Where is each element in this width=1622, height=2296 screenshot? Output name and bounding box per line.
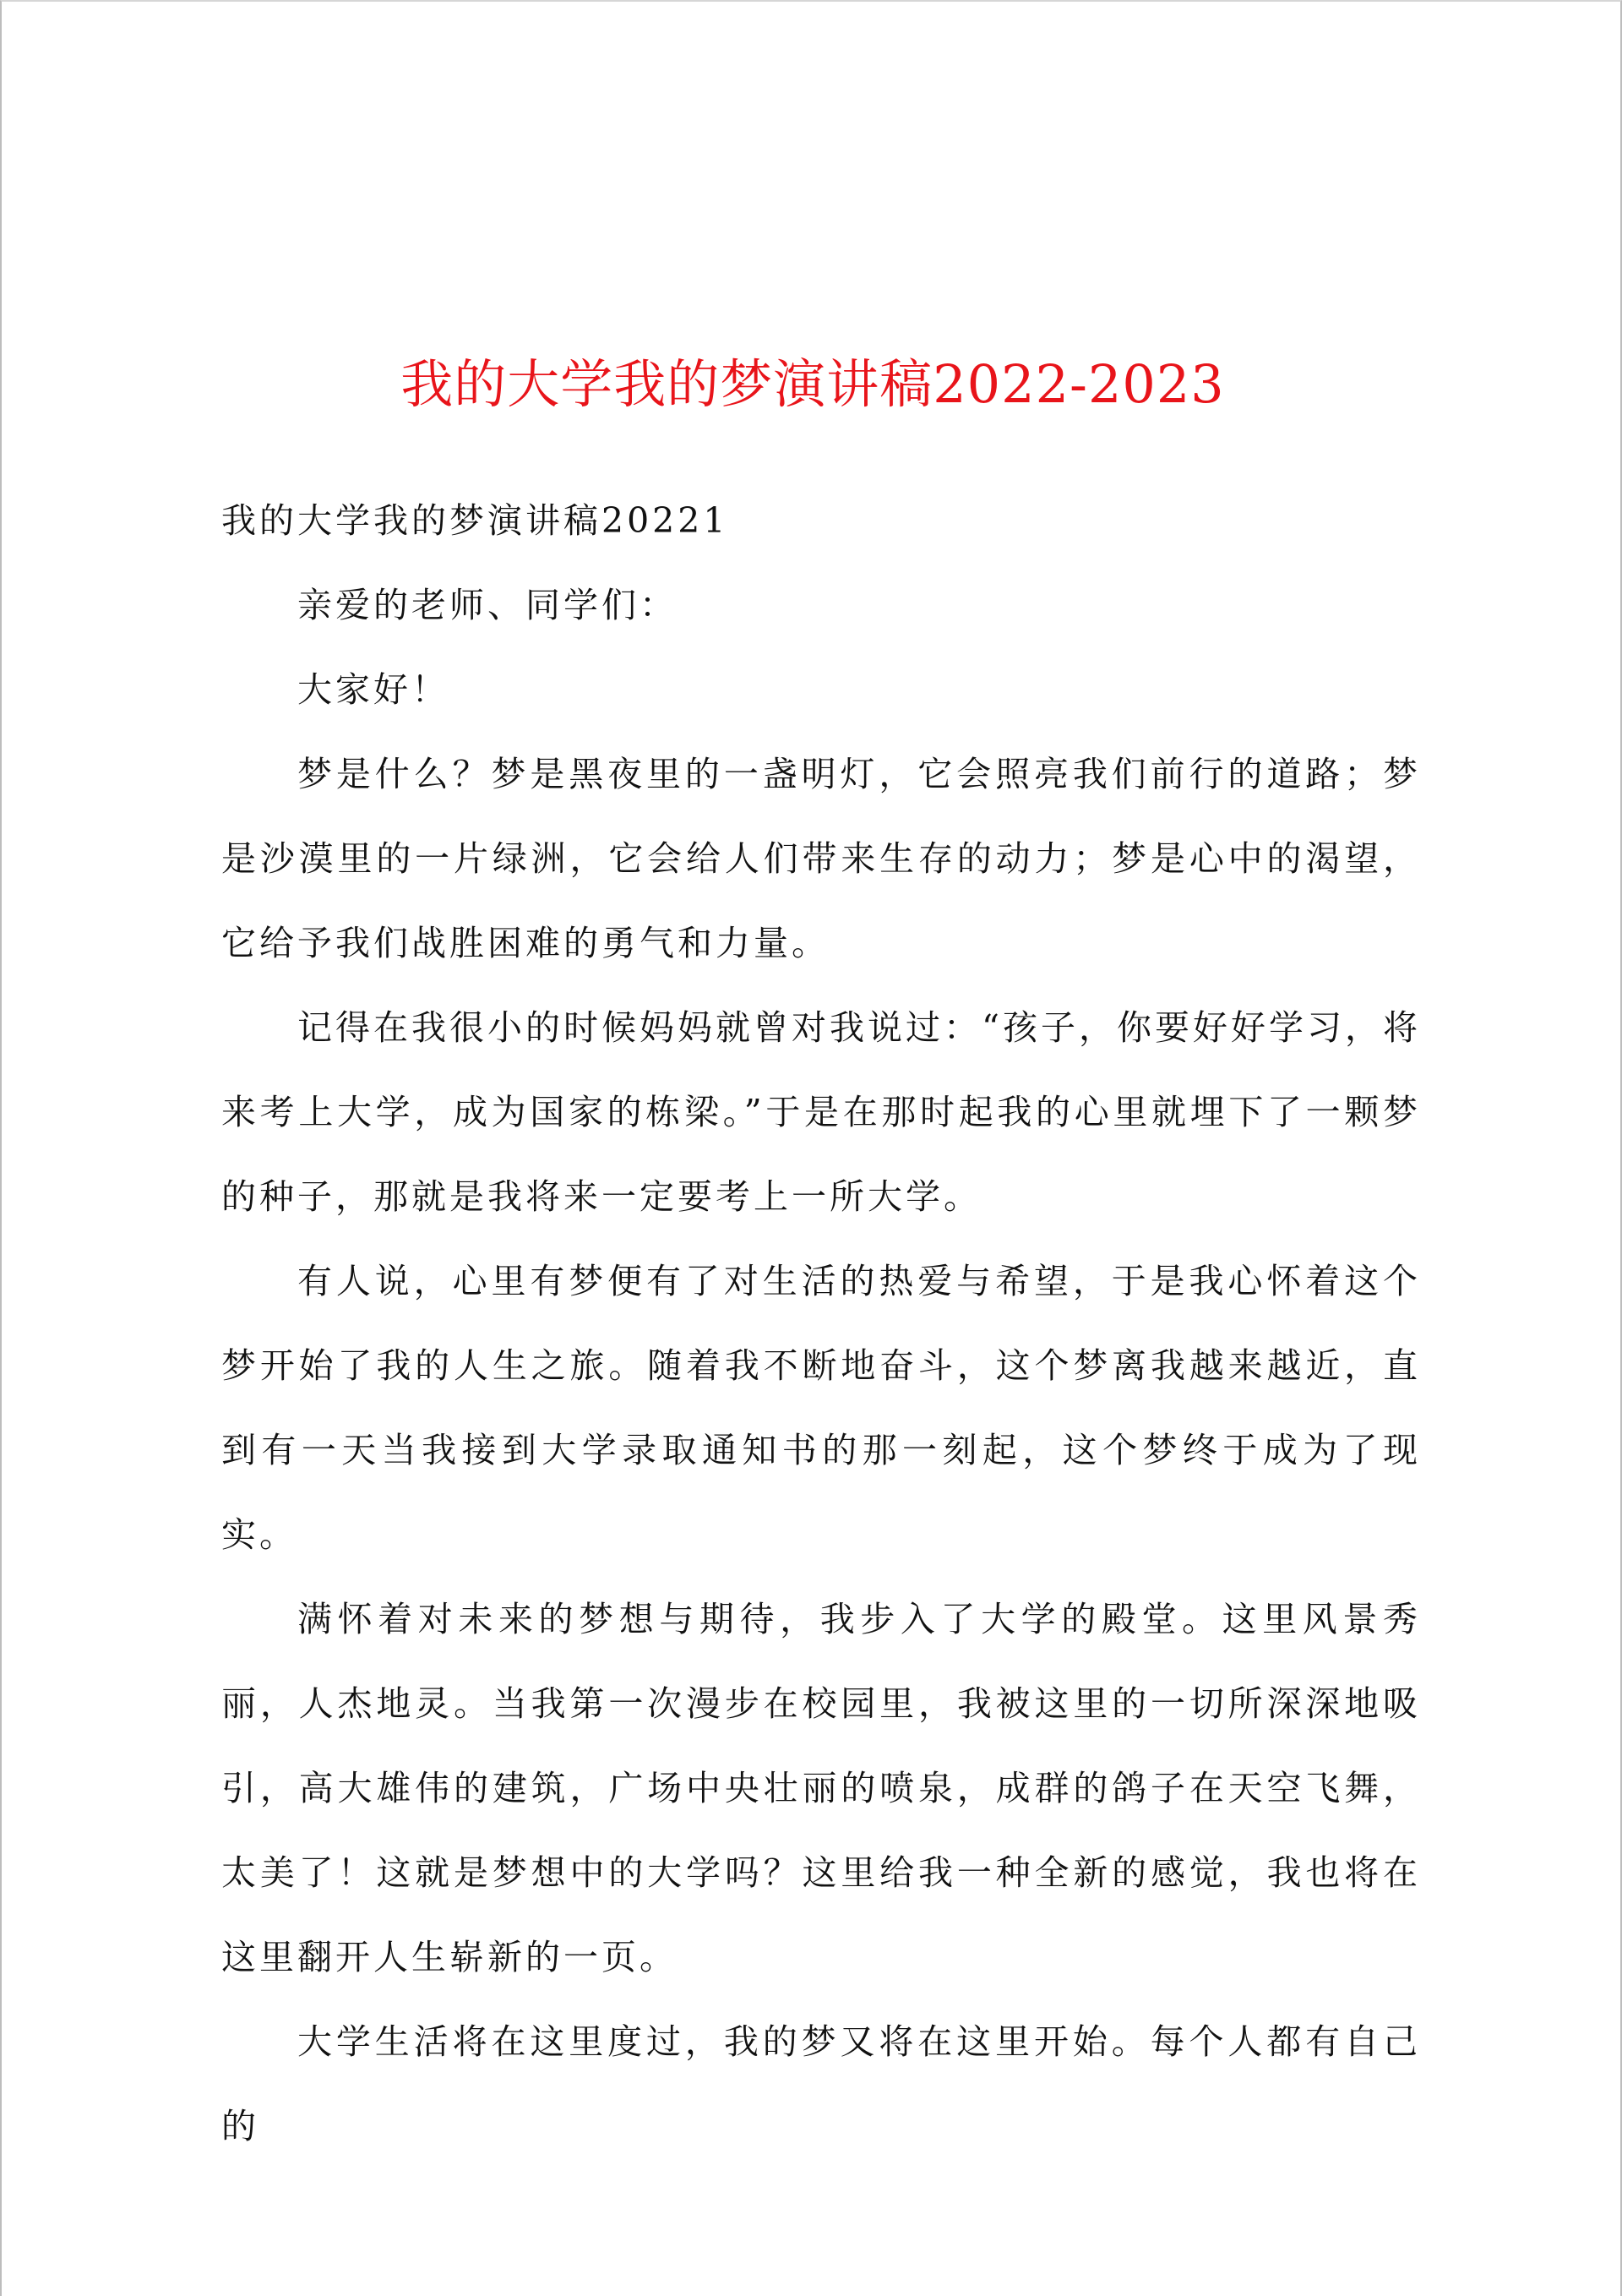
paragraph-salutation: 亲爱的老师、同学们：: [297, 585, 678, 625]
document-subtitle: 我的大学我的梦演讲稿20221: [221, 500, 729, 541]
paragraph-campus: 满怀着对未来的梦想与期待，我步入了大学的殿堂。这里风景秀丽，人杰地灵。当我第一次漫步在校园里，我被这里的一切所深深地吸引，高大雄伟的建筑，广场中央壮丽的喷泉，成群的鸽子在天空飞舞，太美了！这就是梦想中的大学吗？这里给我一种全新的感觉，我也将在这里翻开人生崭新的一页。: [221, 1599, 1421, 1977]
paragraph-what-is-dream: 梦是什么？梦是黑夜里的一盏明灯，它会照亮我们前行的道路；梦是沙漠里的一片绿洲，它会给人们带来生存的动力；梦是心中的渴望，它给予我们战胜困难的勇气和力量。: [221, 754, 1421, 963]
document-body: [221, 478, 1421, 2168]
paragraph-greeting: 大家好！: [297, 669, 449, 710]
paragraph-journey: 有人说，心里有梦便有了对生活的热爱与希望，于是我心怀着这个梦开始了我的人生之旅。随着我不断地奋斗，这个梦离我越来越近，直到有一天当我接到大学录取通知书的那一刻起，这个梦终于成为了现实。: [221, 1261, 1421, 1555]
paragraph-university-life: 大学生活将在这里度过，我的梦又将在这里开始。每个人都有自己的: [221, 2021, 1421, 2146]
paragraph-mother-words: 记得在我很小的时候妈妈就曾对我说过：“孩子，你要好好学习，将来考上大学，成为国家的栋梁。”于是在那时起我的心里就埋下了一颗梦的种子，那就是我将来一定要考上一所大学。: [221, 1007, 1421, 1217]
document-title: 我的大学我的梦演讲稿2022-2023: [400, 353, 1225, 415]
